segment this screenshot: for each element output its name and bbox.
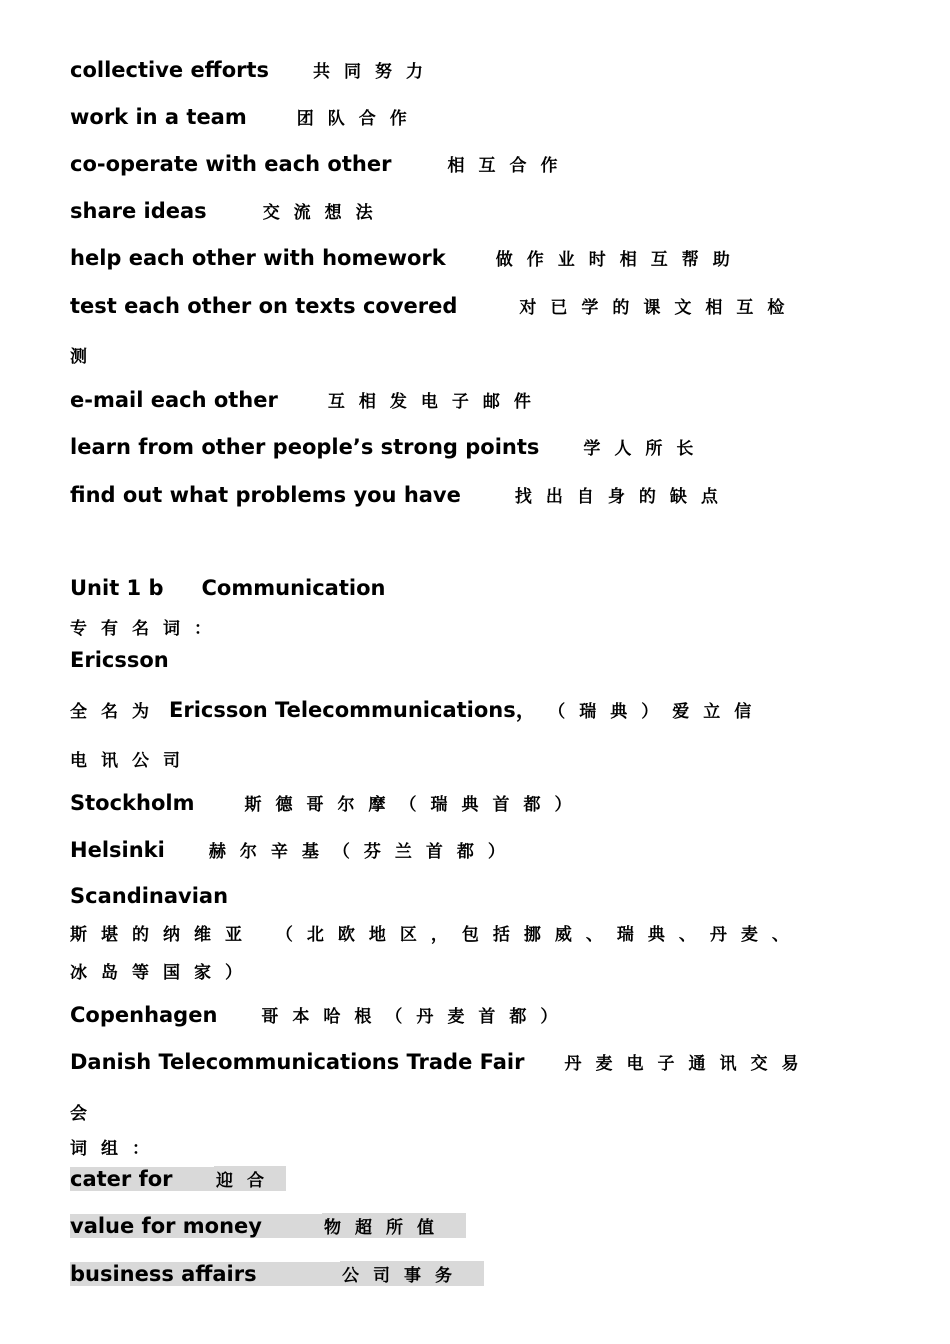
term-line [70, 1049, 812, 1074]
unit-title: Communication [201, 576, 386, 600]
definition-zh: （瑞典）爱立信 [556, 702, 766, 722]
phrase-en: share ideas [70, 199, 207, 223]
unit-heading [70, 576, 385, 600]
phrase-en: work in a team [70, 105, 247, 129]
phrase-en: collective efforts [70, 58, 270, 82]
phrase-en: test each other on texts covered [70, 294, 458, 318]
definition-zh-continuation: 电讯公司 [70, 751, 194, 771]
term-definition-continuation [70, 958, 256, 983]
term-zh: 哥本哈根（丹麦首都） [261, 1007, 572, 1027]
phrase-line [70, 293, 798, 318]
phrase-en: e-mail each other [70, 388, 278, 412]
phrase-zh: 做作业时相互帮助 [495, 250, 744, 270]
phrase-line-continuation [70, 342, 101, 367]
phrase-line [70, 104, 421, 129]
phrase-line [70, 482, 732, 507]
phrase-zh: 互相发电子邮件 [327, 392, 545, 412]
definition-zh-continuation: 冰岛等国家） [70, 963, 256, 983]
phrase-zh: 交流想法 [262, 203, 387, 223]
unit-label: Unit 1 b [70, 576, 164, 600]
term-line [70, 837, 519, 862]
phrase-en: help each other with homework [70, 246, 446, 270]
term-line [70, 1002, 571, 1027]
highlighted-phrase-line [70, 1213, 466, 1238]
term-zh: 丹麦电子通讯交易 [564, 1054, 813, 1074]
phrases-heading [70, 1134, 163, 1159]
term-en: Ericsson [70, 648, 169, 672]
term-definition-continuation [70, 746, 194, 771]
phrase-en: learn from other people’s strong points [70, 435, 540, 459]
term-zh: 斯德哥尔摩（瑞典首都） [244, 795, 586, 815]
term-en: Danish Telecommunications Trade Fair [70, 1050, 525, 1074]
phrase-en: find out what problems you have [70, 483, 461, 507]
term-definition-continuation [70, 1099, 101, 1124]
term-en: Copenhagen [70, 1003, 218, 1027]
term-definition-line [70, 920, 803, 945]
phrase-line [70, 198, 387, 223]
term-line [70, 884, 228, 908]
phrase-line [70, 245, 744, 270]
phrase-zh: 对已学的课文相互检 [519, 298, 799, 318]
definition-zh: 斯堪的纳维亚 （北欧地区，包括挪威、瑞典、丹麦、 [70, 925, 803, 945]
phrase-zh: 团队合作 [296, 109, 421, 129]
definition-en: Ericsson Telecommunications， [169, 698, 537, 722]
phrase-en: co-operate with each other [70, 152, 392, 176]
phrase-line [70, 151, 571, 176]
phrase-zh: 物超所值 [322, 1213, 466, 1238]
phrase-zh: 相互合作 [447, 156, 572, 176]
term-line [70, 648, 169, 672]
phrase-zh: 找出自身的缺点 [514, 487, 732, 507]
phrase-en: cater for [70, 1167, 214, 1191]
phrase-zh: 共同努力 [313, 62, 438, 82]
phrase-line [70, 57, 437, 82]
term-line [70, 790, 585, 815]
definition-prefix: 全名为 [70, 702, 163, 722]
term-en: Stockholm [70, 791, 195, 815]
phrase-line [70, 434, 707, 459]
highlighted-phrase-line [70, 1166, 286, 1191]
phrase-line [70, 387, 545, 412]
term-en: Scandinavian [70, 884, 229, 908]
highlighted-phrase-line [70, 1261, 484, 1286]
phrase-en: value for money [70, 1214, 322, 1238]
phrases-heading-label: 词组： [70, 1139, 163, 1159]
phrase-zh: 迎合 [214, 1166, 286, 1191]
phrase-en: business affairs [70, 1262, 340, 1286]
phrase-zh: 公司事务 [340, 1261, 484, 1286]
phrase-zh-continuation: 测 [70, 347, 101, 367]
proper-nouns-heading [70, 614, 225, 639]
phrase-zh: 学人所长 [583, 439, 708, 459]
term-zh: 赫尔辛基（芬兰首都） [208, 842, 519, 862]
term-definition-line [70, 694, 765, 724]
proper-nouns-label: 专有名词： [70, 619, 225, 639]
term-zh-continuation: 会 [70, 1104, 101, 1124]
term-en: Helsinki [70, 838, 165, 862]
